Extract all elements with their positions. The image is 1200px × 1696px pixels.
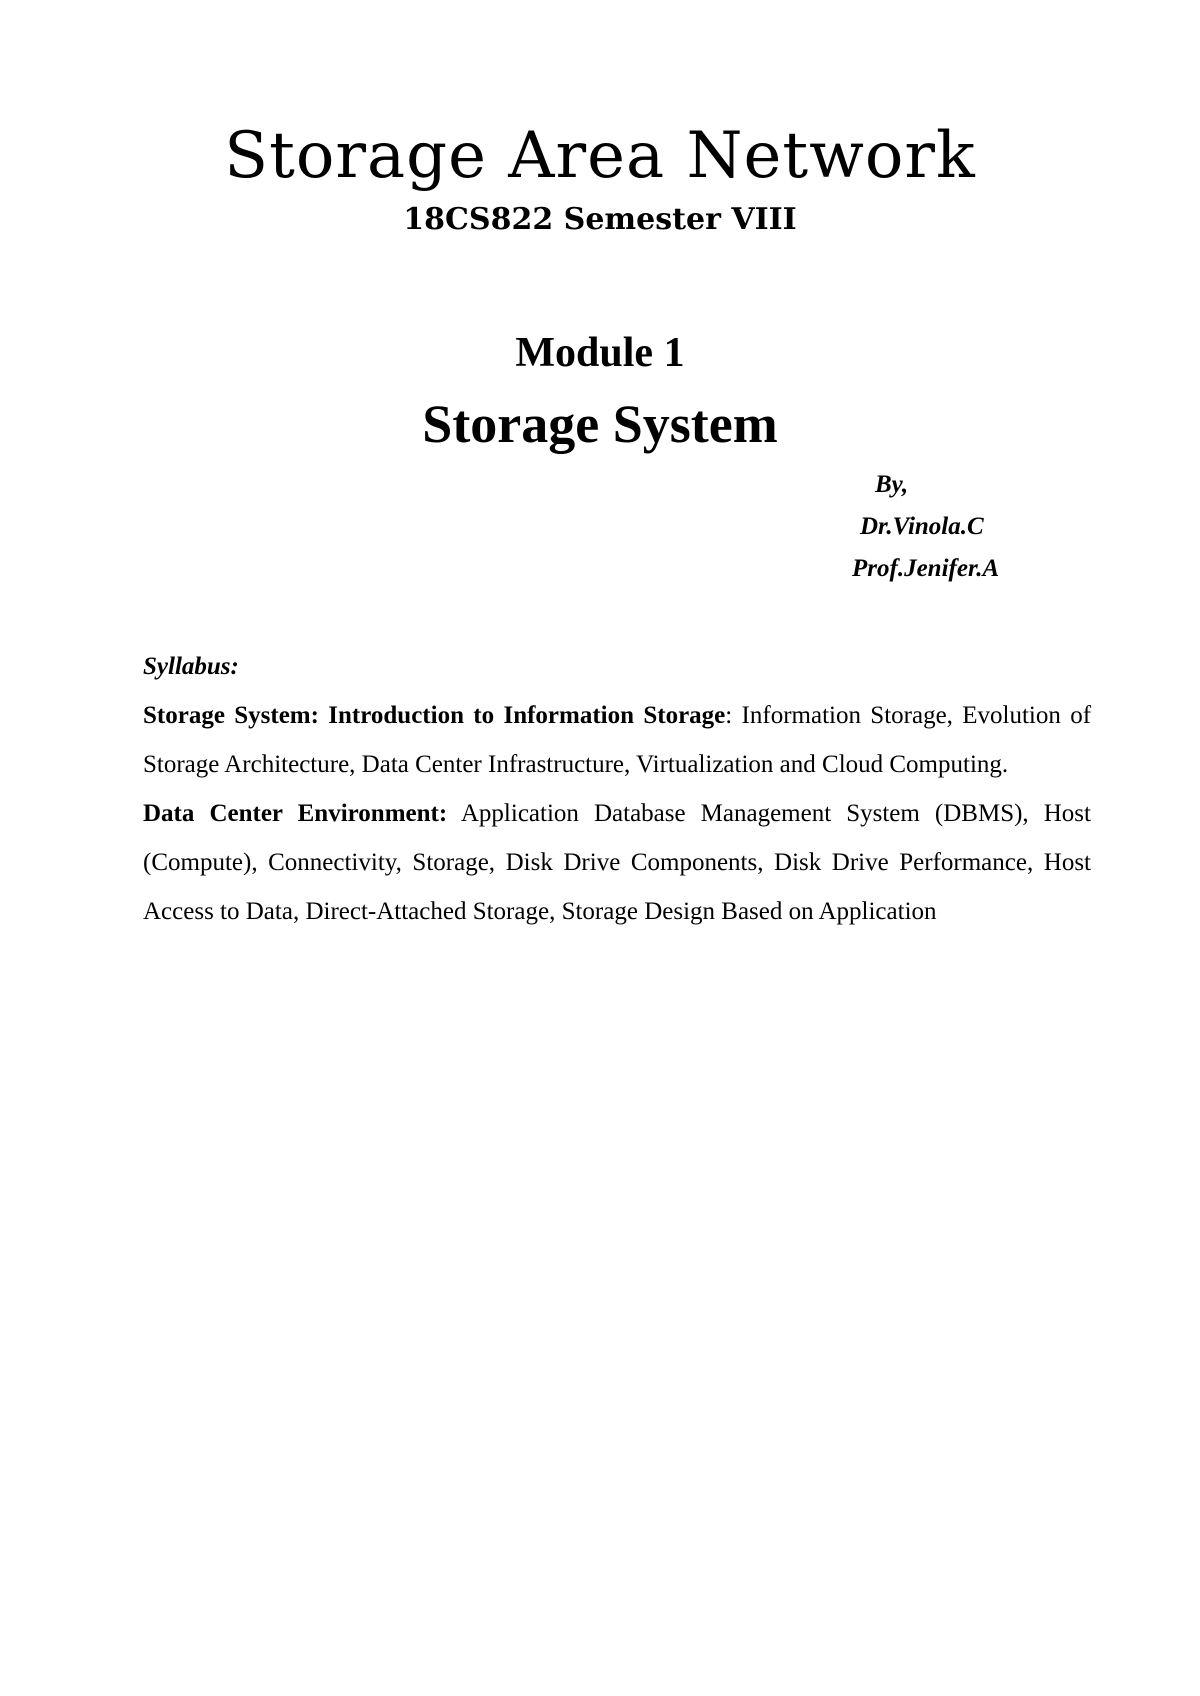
document-title: Storage Area Network	[224, 119, 976, 193]
course-code-semester: 18CS822 Semester VIII	[403, 202, 797, 237]
syllabus-section	[143, 642, 1091, 936]
syllabus-topic-data-center-details: Application Database Management System (DBMS), Host (Compute), Connectivity, Storage, Disk Drive Components, Disk Drive Performance, Host Access to Data, Direct-Attached Storage, Storage Design Based on Application	[143, 800, 1091, 925]
syllabus-paragraph-data-center	[143, 789, 1091, 936]
syllabus-topic-storage-system: Storage System: Introduction to Information Storage	[143, 702, 726, 729]
by-label: By,	[875, 471, 909, 498]
syllabus-heading: Syllabus:	[143, 653, 239, 680]
syllabus-topic-storage-system-details: : Information Storage, Evolution of Storage Architecture, Data Center Infrastructure, Virtualization and Cloud Computing.	[143, 702, 1092, 778]
author-name-1: Dr.Vinola.C	[860, 513, 984, 540]
module-number: Module 1	[515, 330, 685, 376]
module-title: Storage System	[422, 394, 778, 454]
syllabus-paragraph-storage-system	[143, 691, 1091, 789]
author-block	[852, 464, 1160, 590]
author-name-2: Prof.Jenifer.A	[852, 555, 1000, 582]
syllabus-topic-data-center: Data Center Environment:	[143, 800, 448, 827]
